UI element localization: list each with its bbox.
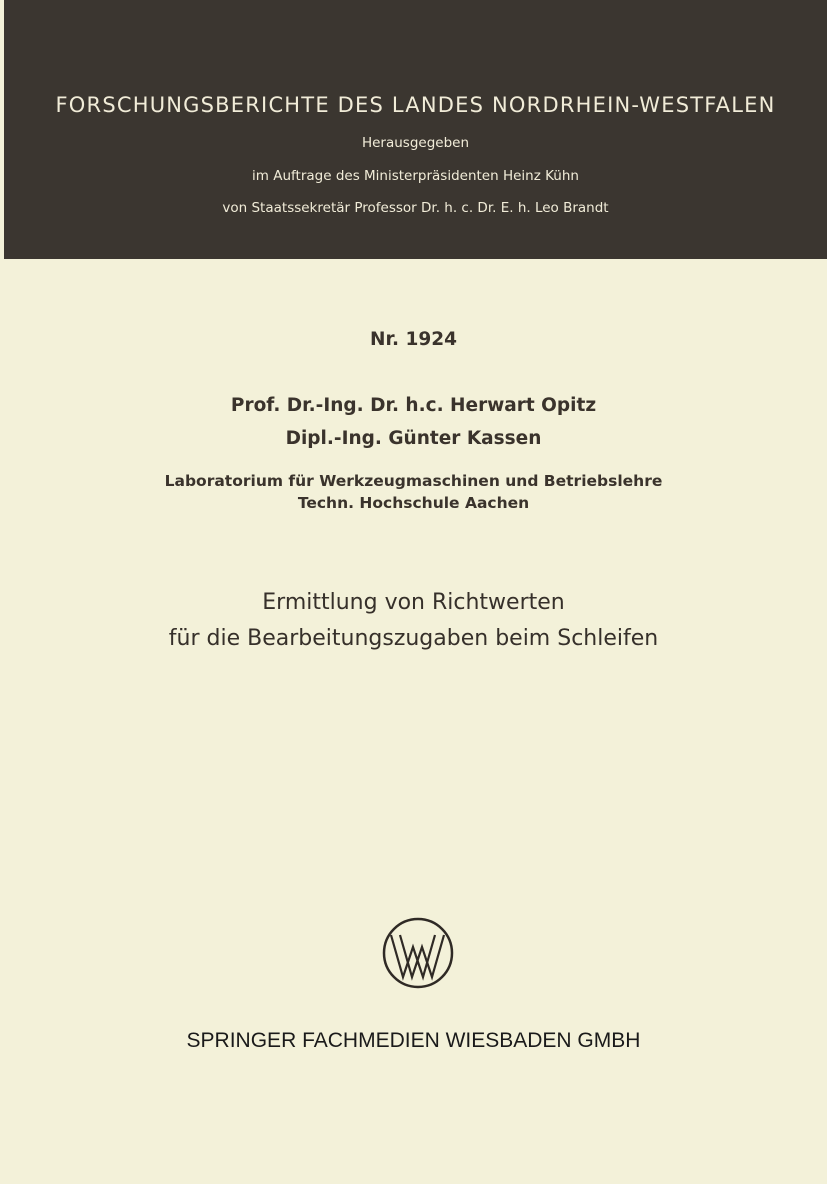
institute-laboratory: Laboratorium für Werkzeugmaschinen und Betriebslehre xyxy=(164,472,663,490)
institute-university: Techn. Hochschule Aachen xyxy=(297,494,530,512)
editor-line-auftrag: im Auftrage des Ministerpräsidenten Heinz Kühn xyxy=(252,168,579,184)
report-title-line-2: für die Bearbeitungszugaben beim Schleifen xyxy=(168,626,659,651)
editor-line-staatssekretaer: von Staatssekretär Professor Dr. h. c. Dr. E. h. Leo Brandt xyxy=(222,200,609,216)
publisher-name: SPRINGER FACHMEDIEN WIESBADEN GMBH xyxy=(186,1029,641,1052)
author-opitz: Prof. Dr.-Ing. Dr. h.c. Herwart Opitz xyxy=(230,395,597,416)
report-title-line-1: Ermittlung von Richtwerten xyxy=(262,590,565,615)
author-kassen: Dipl.-Ing. Günter Kassen xyxy=(285,428,542,449)
editor-line-herausgegeben: Herausgegeben xyxy=(361,135,470,151)
series-header-band xyxy=(4,0,827,259)
publisher-ww-logo-icon xyxy=(382,917,454,989)
report-number: Nr. 1924 xyxy=(370,329,457,350)
series-title: FORSCHUNGSBERICHTE DES LANDES NORDRHEIN-WESTFALEN xyxy=(55,93,776,117)
